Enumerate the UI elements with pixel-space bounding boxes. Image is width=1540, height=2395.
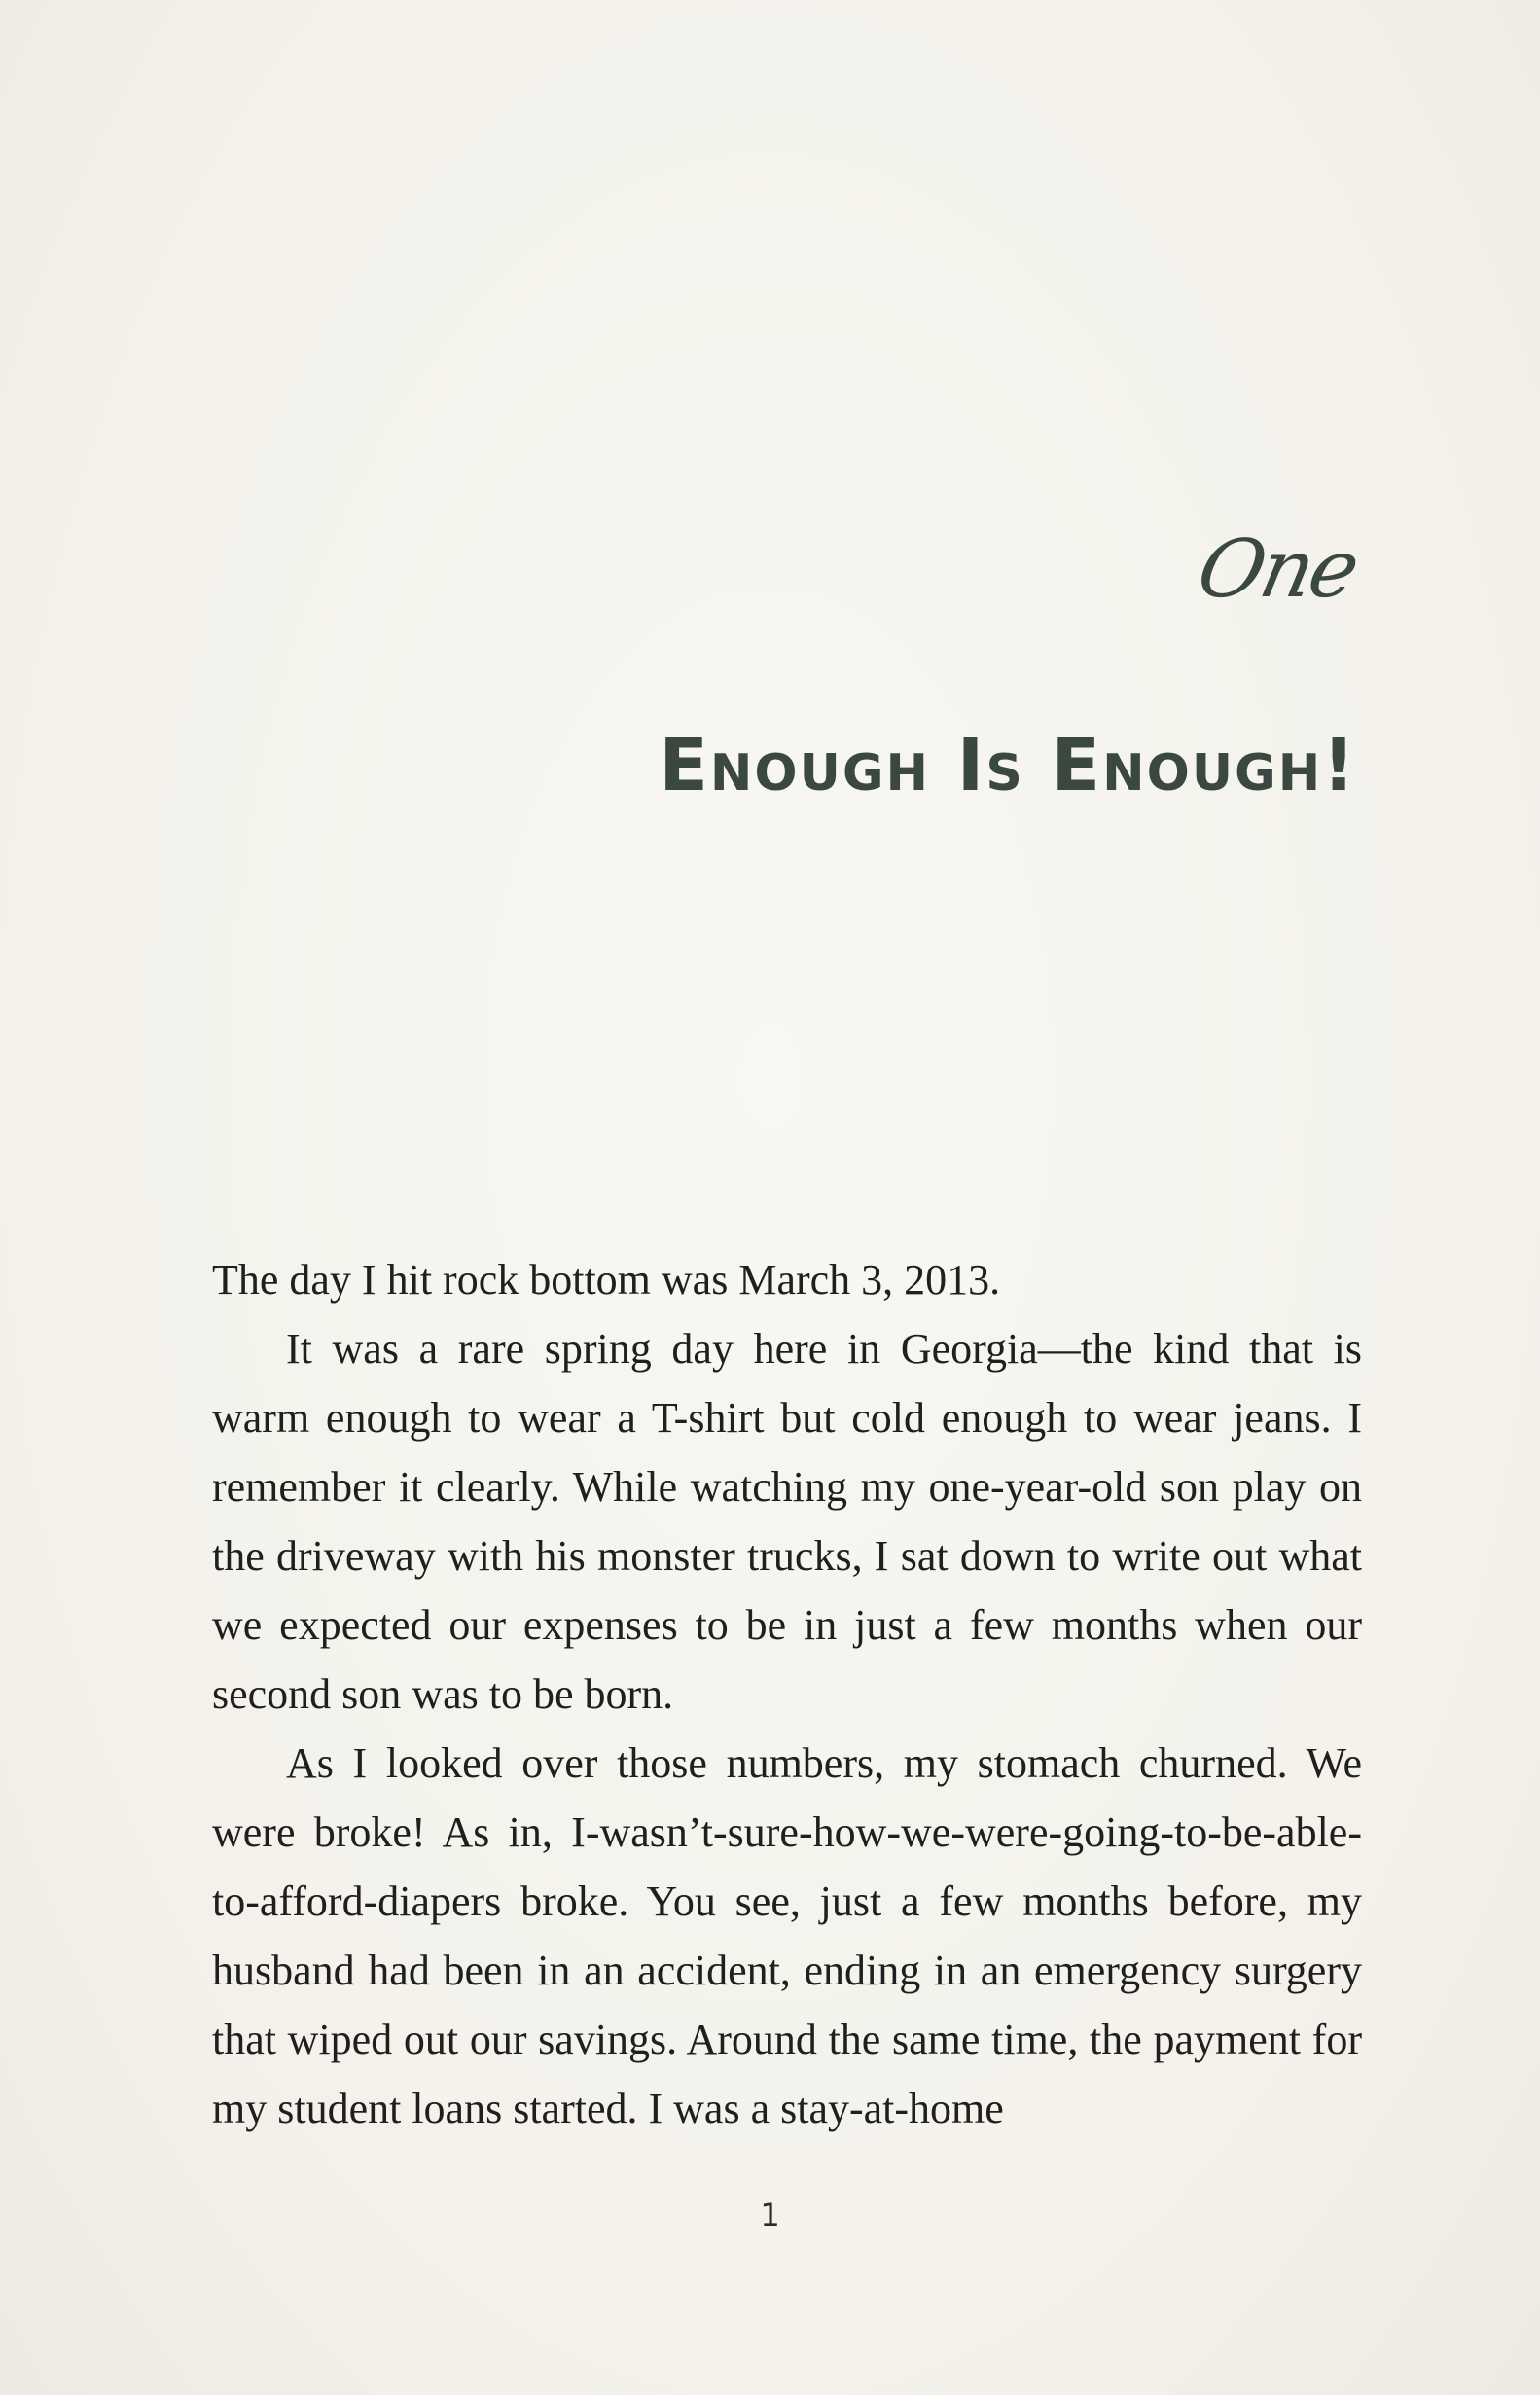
paragraph-2: It was a rare spring day here in Georgia—the kind that is warm enough to wear a T-shirt but cold enough to wear jeans. I remember it clearly. While watching my one-year-old son play on the driveway with his monster trucks, I sat down to write out what we expected our expenses to be in just a few months when our second son was to be born. <box>212 1325 1362 1718</box>
page-number: 1 <box>760 2197 780 2234</box>
chapter-body <box>212 1245 1362 2143</box>
paragraph-3: As I looked over those numbers, my stomach churned. We were broke! As in, I-wasn’t-sure-how-we-were-going-to-be-able-to-afford-diapers broke. You see, just a few months before, my husband had been in an accident, ending in an emergency surgery that wiped out our savings. Around the same time, the payment for my student loans started. I was a stay-at-home <box>212 1739 1362 2132</box>
chapter-title: Enough Is Enough! <box>659 724 1357 807</box>
chapter-number: One <box>1190 523 1366 616</box>
paragraph-1: The day I hit rock bottom was March 3, 2013. <box>212 1256 1001 1304</box>
